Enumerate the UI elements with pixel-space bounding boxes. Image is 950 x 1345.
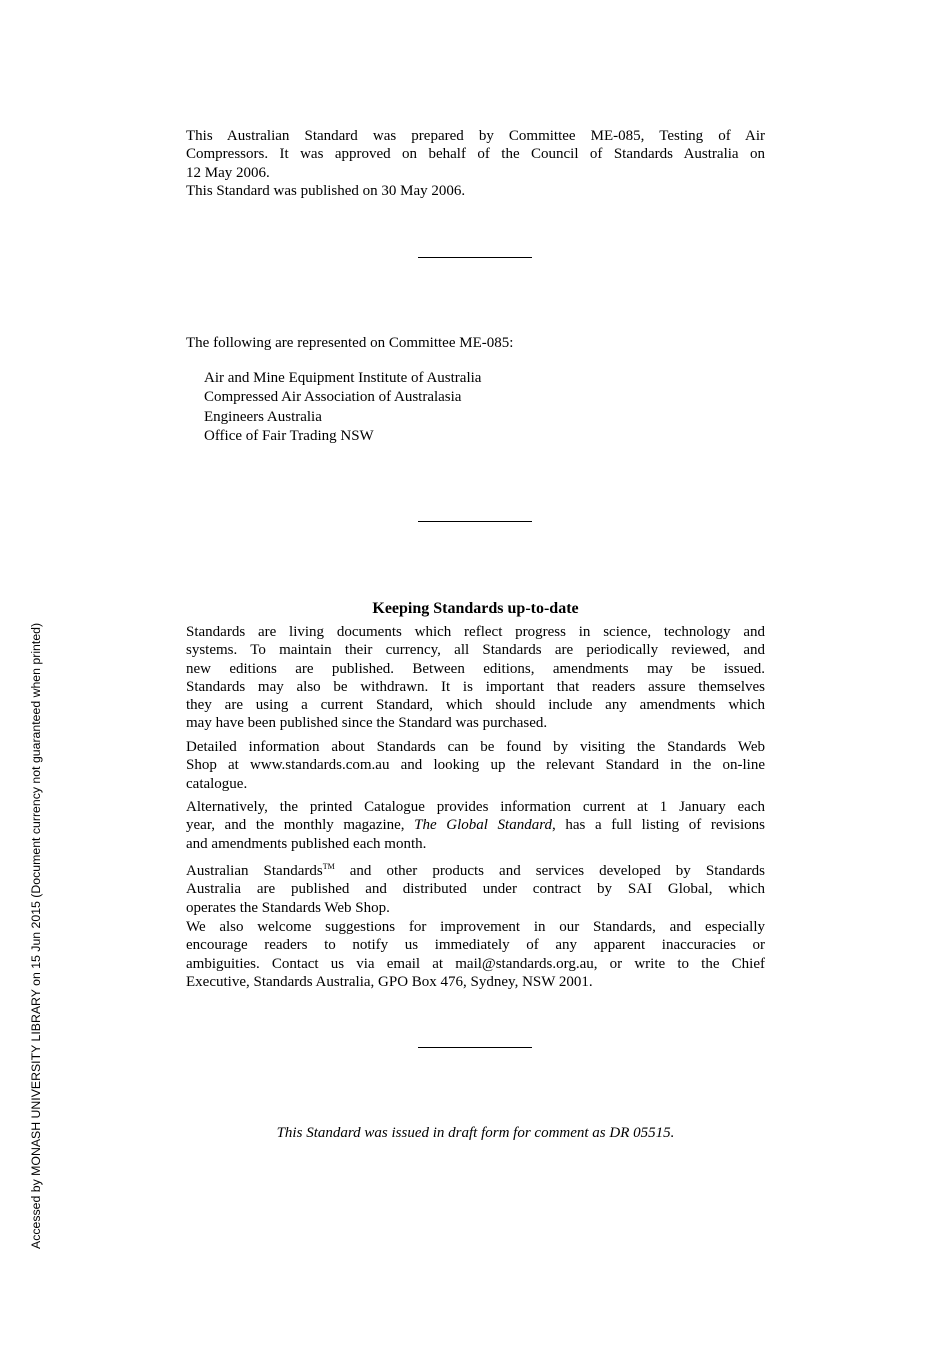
paragraph-line: Executive, Standards Australia, GPO Box 476, Sydney, NSW 2001. xyxy=(186,973,593,990)
committee-intro: The following are represented on Committee ME-085: xyxy=(186,335,514,351)
keeping-paragraph-2 xyxy=(186,738,765,793)
access-watermark: Accessed by MONASH UNIVERSITY LIBRARY on 15 Jun 2015 (Document currency not guaranteed when printed) xyxy=(29,622,43,1249)
paragraph-line: and amendments published each month. xyxy=(186,835,427,852)
paragraph-line: may have been published since the Standard was purchased. xyxy=(186,715,548,732)
section-divider xyxy=(418,521,532,522)
paragraph-line: catalogue. xyxy=(186,775,248,792)
preparation-line: This Australian Standard was prepared by Committee ME-085, Testing of Air xyxy=(186,128,765,144)
draft-note: This Standard was issued in draft form for comment as DR 05515. xyxy=(276,1125,675,1141)
preparation-line: Compressors. It was approved on behalf of the Council of Standards Australia on xyxy=(186,146,765,163)
paragraph-line xyxy=(186,858,765,880)
paragraph-text: Australian Standards xyxy=(186,863,323,879)
paragraph-line: We also welcome suggestions for improvement in our Standards, and especially xyxy=(186,919,765,935)
section-divider xyxy=(418,1047,532,1048)
paragraph-text: year, and the monthly magazine, xyxy=(186,817,415,834)
committee-member: Air and Mine Equipment Institute of Australia xyxy=(204,370,482,386)
paragraph-line: systems. To maintain their currency, all Standards are periodically reviewed, and xyxy=(186,642,765,659)
keeping-paragraph-4 xyxy=(186,858,765,917)
paragraph-line: encourage readers to notify us immediately of any apparent inaccuracies or xyxy=(186,937,765,954)
paragraph-line: Shop at www.standards.com.au and looking up the relevant Standard in the on-line xyxy=(186,757,765,774)
paragraph-line: ambiguities. Contact us via email at mail@standards.org.au, or write to the Chief xyxy=(186,955,765,972)
paragraph-line: Standards are living documents which reflect progress in science, technology and xyxy=(186,624,765,640)
paragraph-line: new editions are published. Between editions, amendments may be issued. xyxy=(186,660,765,677)
preparation-line: 12 May 2006. xyxy=(186,164,270,181)
keeping-paragraph-1 xyxy=(186,623,765,733)
magazine-title: The Global Standard xyxy=(414,817,552,834)
keeping-paragraph-5 xyxy=(186,918,765,991)
paragraph-line: Alternatively, the printed Catalogue provides information current at 1 January each xyxy=(186,799,765,815)
trademark-mark: TM xyxy=(322,862,335,871)
keeping-paragraph-3 xyxy=(186,798,765,853)
section-heading: Keeping Standards up-to-date xyxy=(372,600,579,617)
committee-member: Compressed Air Association of Australasia xyxy=(204,389,462,406)
paragraph-text: and other products and services developed by Standards xyxy=(334,863,766,879)
paragraph-line: Detailed information about Standards can be found by visiting the Standards Web xyxy=(186,739,765,755)
paragraph-line: Standards may also be withdrawn. It is important that readers assure themselves xyxy=(186,678,765,695)
paragraph-line: Australia are published and distributed under contract by SAI Global, which xyxy=(186,881,765,898)
committee-member: Engineers Australia xyxy=(204,408,322,425)
paragraph-text: , has a full listing of revisions xyxy=(552,817,765,834)
committee-member: Office of Fair Trading NSW xyxy=(204,427,374,444)
paragraph-line xyxy=(186,816,765,834)
preparation-paragraph xyxy=(186,127,765,182)
publication-date: This Standard was published on 30 May 2006. xyxy=(186,183,466,199)
section-divider xyxy=(418,257,532,258)
paragraph-line: operates the Standards Web Shop. xyxy=(186,899,390,916)
committee-member-list xyxy=(204,369,481,446)
paragraph-line: they are using a current Standard, which should include any amendments which xyxy=(186,697,765,714)
